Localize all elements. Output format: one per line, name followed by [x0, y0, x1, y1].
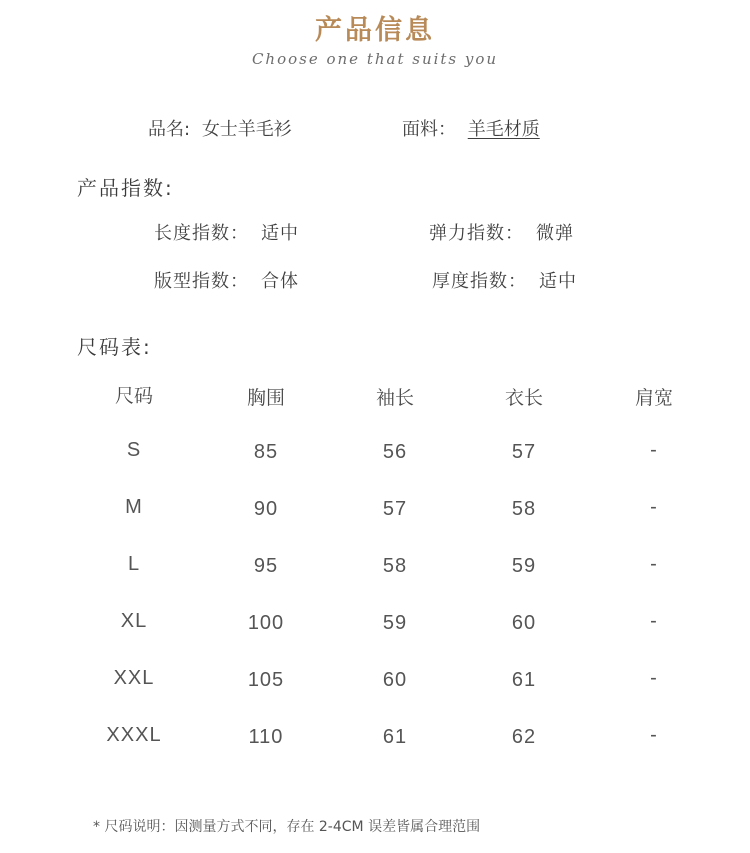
table-cell: - [650, 439, 658, 461]
table-cell: 90 [253, 498, 279, 520]
table-cell: 61 [511, 669, 537, 691]
fabric-link[interactable]: 羊毛材质 [467, 119, 540, 140]
col-header-sleeve: 袖长 [375, 387, 414, 409]
table-cell: S [126, 439, 142, 461]
index-thickness-value: 适中 [539, 271, 577, 292]
fabric-label: 面料： [402, 119, 456, 140]
table-cell: 59 [511, 555, 537, 577]
index-elasticity-value: 微弹 [536, 223, 574, 244]
index-elasticity [429, 219, 574, 245]
product-fabric [402, 115, 540, 141]
table-cell: - [650, 553, 658, 575]
table-cell: 57 [511, 441, 537, 463]
index-thickness [432, 267, 577, 293]
col-header-size: 尺码 [114, 385, 153, 407]
table-cell: - [650, 610, 658, 632]
index-length-label: 长度指数： [154, 223, 249, 244]
index-fit-value: 合体 [261, 271, 299, 292]
size-footnote: * 尺码说明：因测量方式不同，存在 2-4CM 误差皆属合理范围 [93, 819, 481, 835]
table-cell: - [650, 667, 658, 689]
table-cell: 56 [382, 441, 408, 463]
product-name-value: 女士羊毛衫 [201, 119, 292, 140]
index-fit [154, 267, 299, 293]
col-header-chest: 胸围 [246, 387, 285, 409]
table-cell: 62 [511, 726, 537, 748]
col-header-shoulder: 肩宽 [634, 387, 673, 409]
index-length-value: 适中 [261, 223, 299, 244]
table-cell: L [127, 553, 141, 575]
table-cell: 61 [382, 726, 408, 748]
table-cell: 110 [248, 726, 284, 748]
table-cell: 59 [382, 612, 408, 634]
table-cell: 95 [253, 555, 279, 577]
table-cell: - [650, 724, 658, 746]
col-header-length: 衣长 [504, 387, 543, 409]
table-cell: 60 [511, 612, 537, 634]
page-subtitle: Choose one that suits you [251, 50, 499, 68]
table-cell: XXXL [106, 724, 162, 746]
table-cell: 58 [382, 555, 408, 577]
table-cell: 105 [247, 669, 285, 691]
indices-title: 产品指数: [77, 176, 174, 200]
table-cell: - [650, 496, 658, 518]
index-elasticity-label: 弹力指数： [429, 223, 524, 244]
index-thickness-label: 厚度指数： [432, 271, 527, 292]
table-cell: 58 [511, 498, 537, 520]
table-cell: 85 [253, 441, 279, 463]
table-cell: M [125, 496, 143, 518]
size-chart-title: 尺码表: [77, 335, 152, 359]
product-name [148, 115, 292, 141]
table-cell: XL [120, 610, 148, 632]
index-fit-label: 版型指数： [154, 271, 249, 292]
table-cell: 60 [382, 669, 408, 691]
page-title: 产品信息 [315, 15, 435, 46]
table-cell: XXL [113, 667, 155, 689]
product-name-label: 品名: [148, 119, 191, 140]
index-length [154, 219, 299, 245]
table-cell: 100 [247, 612, 285, 634]
table-cell: 57 [382, 498, 408, 520]
